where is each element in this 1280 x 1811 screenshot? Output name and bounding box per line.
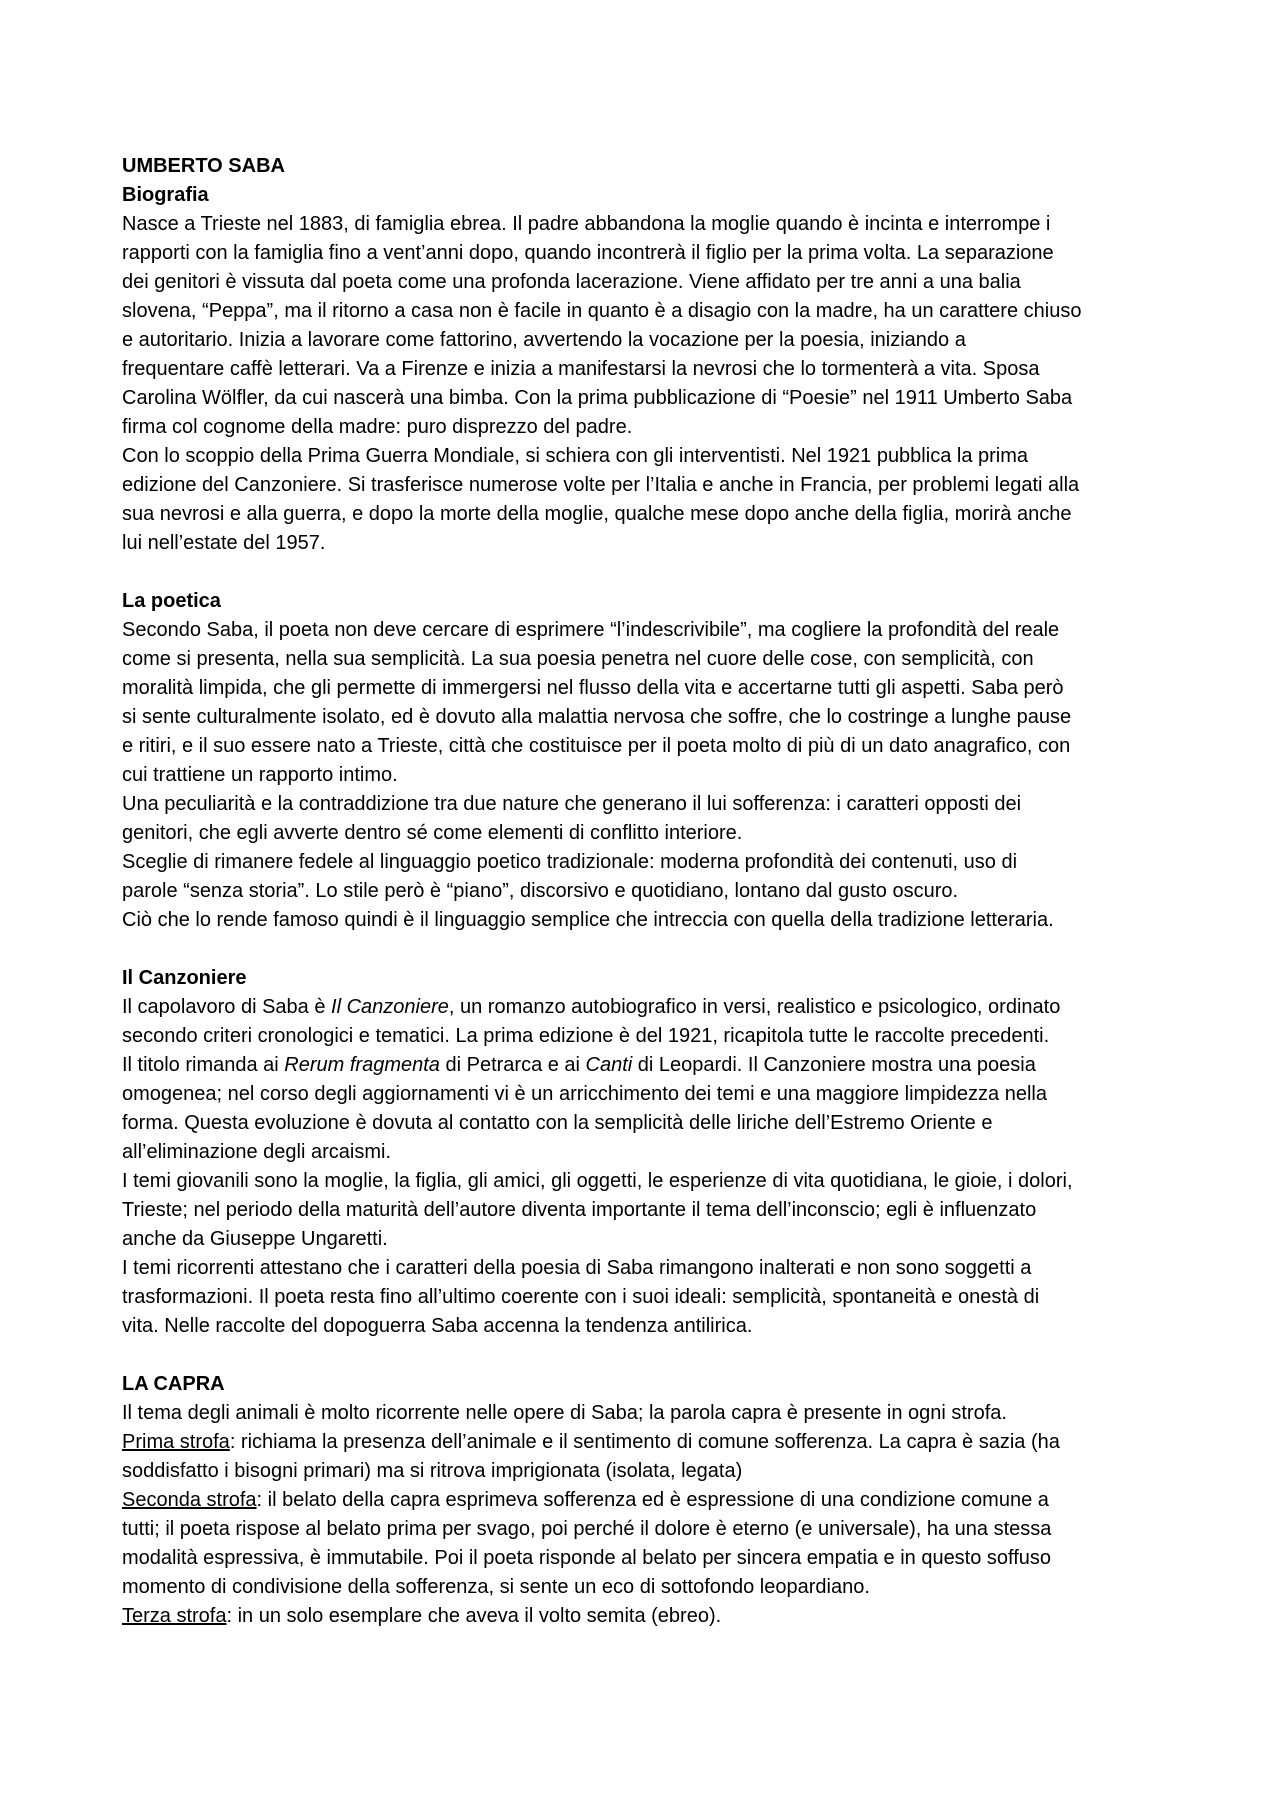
- paragraph-line: soddisfatto i bisogni primari) ma si ritrova imprigionata (isolata, legata): [122, 1460, 743, 1482]
- strofa-label: Seconda strofa: [122, 1489, 257, 1511]
- paragraph-line: cui trattiene un rapporto intimo.: [122, 764, 398, 786]
- paragraph-line: e ritiri, e il suo essere nato a Trieste, città che costituisce per il poeta molto di più di un dato anagrafico, con: [122, 735, 1071, 757]
- paragraph-line: [122, 993, 1172, 1022]
- paragraph-line: Il tema degli animali è molto ricorrente nelle opere di Saba; la parola capra è presente in ogni strofa.: [122, 1402, 1007, 1424]
- paragraph-line: Secondo Saba, il poeta non deve cercare di esprimere “l’indescrivibile”, ma cogliere la profondità del reale: [122, 619, 1060, 641]
- paragraph-line: [122, 1486, 1172, 1515]
- text-run: : il belato della capra esprimeva sofferenza ed è espressione di una condizione comune a: [256, 1489, 1049, 1511]
- paragraph-line: si sente culturalmente isolato, ed è dovuto alla malattia nervosa che soffre, che lo costringe a lunghe pause: [122, 706, 1072, 728]
- paragraph-line: edizione del Canzoniere. Si trasferisce numerose volte per l’Italia e anche in Francia, per problemi legati alla: [122, 474, 1080, 496]
- paragraph-line: parole “senza storia”. Lo stile però è “piano”, discorsivo e quotidiano, lontano dal gusto oscuro.: [122, 880, 959, 902]
- biografia-heading: Biografia: [122, 184, 209, 206]
- paragraph-line: modalità espressiva, è immutabile. Poi il poeta risponde al belato per sincera empatia e in questo soffuso: [122, 1547, 1052, 1569]
- document-title: UMBERTO SABA: [122, 155, 285, 177]
- section-biografia: [122, 181, 1172, 558]
- paragraph-line: sua nevrosi e alla guerra, e dopo la morte della moglie, qualche mese dopo anche della figlia, morirà anche: [122, 503, 1072, 525]
- paragraph-line: firma col cognome della madre: puro disprezzo del padre.: [122, 416, 633, 438]
- section-canzoniere: [122, 964, 1172, 1341]
- paragraph-line: Carolina Wölfler, da cui nascerà una bimba. Con la prima pubblicazione di “Poesie” nel 1911 Umberto Saba: [122, 387, 1073, 409]
- paragraph-line: rapporti con la famiglia fino a vent’anni dopo, quando incontrerà il figlio per la prima volta. La separazione: [122, 242, 1054, 264]
- section-capra: [122, 1370, 1172, 1631]
- paragraph-line: I temi giovanili sono la moglie, la figlia, gli amici, gli oggetti, le esperienze di vita quotidiana, le gioie, i dolori,: [122, 1170, 1073, 1192]
- paragraph-line: vita. Nelle raccolte del dopoguerra Saba accenna la tendenza antilirica.: [122, 1315, 753, 1337]
- text-run: di Leopardi. Il Canzoniere mostra una poesia: [632, 1054, 1036, 1076]
- paragraph-line: come si presenta, nella sua semplicità. La sua poesia penetra nel cuore delle cose, con semplicità, con: [122, 648, 1034, 670]
- paragraph-line: slovena, “Peppa”, ma il ritorno a casa non è facile in quanto è a disagio con la madre, ha un carattere chiuso: [122, 300, 1082, 322]
- section-poetica: [122, 587, 1172, 935]
- section-spacer: [122, 935, 1172, 964]
- capra-heading: LA CAPRA: [122, 1373, 225, 1395]
- section-spacer: [122, 558, 1172, 587]
- poetica-heading: La poetica: [122, 590, 221, 612]
- paragraph-line: momento di condivisione della sofferenza, si sente un eco di sottofondo leopardiano.: [122, 1576, 870, 1598]
- strofa-label: Terza strofa: [122, 1605, 227, 1627]
- paragraph-line: forma. Questa evoluzione è dovuta al contatto con la semplicità delle liriche dell’Estremo Oriente e: [122, 1112, 993, 1134]
- text-run: , un romanzo autobiografico in versi, realistico e psicologico, ordinato: [448, 996, 1061, 1018]
- document-page: [122, 152, 1172, 1631]
- paragraph-line: secondo criteri cronologici e tematici. La prima edizione è del 1921, ricapitola tutte le raccolte precedenti.: [122, 1025, 1050, 1047]
- italic-title: Canti: [585, 1054, 633, 1076]
- paragraph-line: dei genitori è vissuta dal poeta come una profonda lacerazione. Viene affidato per tre anni a una balia: [122, 271, 1021, 293]
- paragraph-line: all’eliminazione degli arcaismi.: [122, 1141, 392, 1163]
- paragraph-line: Una peculiarità e la contraddizione tra due nature che generano il lui sofferenza: i caratteri opposti dei: [122, 793, 1022, 815]
- text-run: : richiama la presenza dell’animale e il sentimento di comune sofferenza. La capra è sazia (ha: [229, 1431, 1060, 1453]
- paragraph-line: trasformazioni. Il poeta resta fino all’ultimo coerente con i suoi ideali: semplicità, spontaneità e onestà di: [122, 1286, 1040, 1308]
- paragraph-line: frequentare caffè letterari. Va a Firenze e inizia a manifestarsi la nevrosi che lo tormenterà a vita. Sposa: [122, 358, 1040, 380]
- paragraph-line: I temi ricorrenti attestano che i caratteri della poesia di Saba rimangono inalterati e non sono soggetti a: [122, 1257, 1032, 1279]
- paragraph-line: lui nell’estate del 1957.: [122, 532, 326, 554]
- paragraph-line: [122, 1428, 1172, 1457]
- paragraph-line: moralità limpida, che gli permette di immergersi nel flusso della vita e accertarne tutti gli aspetti. Saba però: [122, 677, 1064, 699]
- paragraph-line: [122, 1602, 1172, 1631]
- paragraph-line: omogenea; nel corso degli aggiornamenti vi è un arricchimento dei temi e una maggiore limpidezza nella: [122, 1083, 1047, 1105]
- text-run: Il capolavoro di Saba è: [122, 996, 332, 1018]
- paragraph-line: [122, 1051, 1172, 1080]
- paragraph-line: anche da Giuseppe Ungaretti.: [122, 1228, 388, 1250]
- paragraph-line: Ciò che lo rende famoso quindi è il linguaggio semplice che intreccia con quella della tradizione letteraria.: [122, 909, 1054, 931]
- paragraph-line: Nasce a Trieste nel 1883, di famiglia ebrea. Il padre abbandona la moglie quando è incinta e interrompe i: [122, 213, 1051, 235]
- strofa-label: Prima strofa: [122, 1431, 230, 1453]
- canzoniere-heading: Il Canzoniere: [122, 967, 247, 989]
- section-spacer: [122, 1341, 1172, 1370]
- paragraph-line: tutti; il poeta rispose al belato prima per svago, poi perché il dolore è eterno (e universale), ha una stessa: [122, 1518, 1052, 1540]
- paragraph-line: Con lo scoppio della Prima Guerra Mondiale, si schiera con gli interventisti. Nel 1921 pubblica la prima: [122, 445, 1029, 467]
- text-run: : in un solo esemplare che aveva il volto semita (ebreo).: [226, 1605, 722, 1627]
- paragraph-line: e autoritario. Inizia a lavorare come fattorino, avvertendo la vocazione per la poesia, iniziando a: [122, 329, 966, 351]
- paragraph-line: Trieste; nel periodo della maturità dell’autore diventa importante il tema dell’inconscio; egli è influenzato: [122, 1199, 1037, 1221]
- text-run: di Petrarca e ai: [439, 1054, 586, 1076]
- paragraph-line: Sceglie di rimanere fedele al linguaggio poetico tradizionale: moderna profondità dei contenuti, uso di: [122, 851, 1018, 873]
- paragraph-line: genitori, che egli avverte dentro sé come elementi di conflitto interiore.: [122, 822, 743, 844]
- italic-title: Rerum fragmenta: [284, 1054, 440, 1076]
- italic-title: Il Canzoniere: [331, 996, 449, 1018]
- text-run: Il titolo rimanda ai: [122, 1054, 285, 1076]
